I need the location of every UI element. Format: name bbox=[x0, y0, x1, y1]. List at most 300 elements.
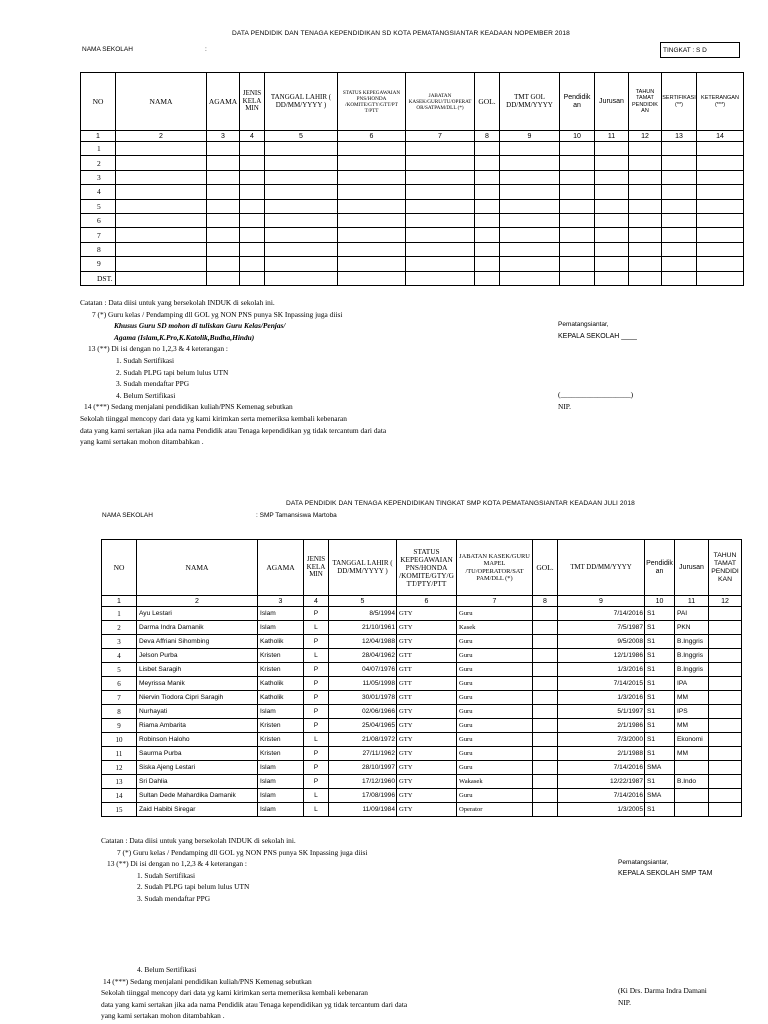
cell-jenis-kelamin: L bbox=[304, 789, 329, 803]
empty-cell bbox=[560, 271, 595, 285]
col-header-no: NO bbox=[102, 540, 137, 596]
empty-cell bbox=[338, 213, 406, 227]
cell-status: GTY bbox=[397, 775, 457, 789]
section2-sign-nip: NIP. bbox=[618, 998, 631, 1007]
note-line: Agama (Islam,K.Pro,K.Katolik,Budha,Hindu) bbox=[114, 332, 255, 342]
col-number: 5 bbox=[329, 596, 397, 607]
cell-gol bbox=[533, 705, 558, 719]
empty-cell bbox=[207, 242, 240, 256]
note-line: 1. Sudah Sertifikasi bbox=[116, 355, 175, 365]
cell-jabatan: Guru bbox=[457, 719, 533, 733]
col-header-nama: NAMA bbox=[137, 540, 258, 596]
cell-tanggal-lahir: 02/06/1966 bbox=[329, 705, 397, 719]
section2-column-number-row bbox=[102, 596, 742, 607]
row-number: 5 bbox=[102, 663, 137, 677]
empty-cell bbox=[560, 242, 595, 256]
empty-cell bbox=[697, 185, 744, 199]
cell-tanggal-lahir: 28/04/1962 bbox=[329, 649, 397, 663]
empty-cell bbox=[560, 213, 595, 227]
cell-agama: Katholik bbox=[258, 691, 304, 705]
row-number: 1 bbox=[81, 142, 116, 156]
cell-jenis-kelamin: P bbox=[304, 691, 329, 705]
empty-cell bbox=[595, 257, 629, 271]
cell-gol bbox=[533, 621, 558, 635]
cell-tmt: 5/1/1997 bbox=[558, 705, 645, 719]
empty-cell bbox=[207, 213, 240, 227]
cell-jenis-kelamin: P bbox=[304, 747, 329, 761]
empty-cell bbox=[629, 257, 662, 271]
col-number: 3 bbox=[258, 596, 304, 607]
cell-pendidikan: S1 bbox=[645, 747, 675, 761]
section1-grade-box: TINGKAT : S D bbox=[660, 42, 740, 58]
empty-cell bbox=[662, 142, 697, 156]
note-line: Catatan : Data diisi untuk yang bersekolah INDUK di sekolah ini. bbox=[101, 836, 296, 845]
section1-title: DATA PENDIDIK DAN TENAGA KEPENDIDIKAN SD KOTA PEMATANGSIANTAR KEADAAN NOPEMBER 2018 bbox=[232, 30, 570, 37]
cell-pendidikan: SMA bbox=[645, 761, 675, 775]
empty-cell bbox=[629, 271, 662, 285]
col-number: 11 bbox=[675, 596, 709, 607]
cell-agama: Islam bbox=[258, 761, 304, 775]
empty-cell bbox=[629, 199, 662, 213]
row-number: 7 bbox=[81, 228, 116, 242]
cell-jabatan: Guru bbox=[457, 607, 533, 621]
section2-school-label: NAMA SEKOLAH bbox=[102, 512, 153, 519]
cell-tanggal-lahir: 17/08/1996 bbox=[329, 789, 397, 803]
cell-jenis-kelamin: P bbox=[304, 635, 329, 649]
table-row bbox=[102, 761, 742, 775]
cell-nama: Sri Dahlia bbox=[137, 775, 258, 789]
row-number: 7 bbox=[102, 691, 137, 705]
empty-cell bbox=[406, 199, 475, 213]
col-number: 13 bbox=[662, 131, 697, 142]
cell-jenis-kelamin: L bbox=[304, 803, 329, 817]
table-row bbox=[102, 677, 742, 691]
col-number: 11 bbox=[595, 131, 629, 142]
cell-agama: Islam bbox=[258, 607, 304, 621]
empty-cell bbox=[629, 170, 662, 184]
table-row bbox=[102, 691, 742, 705]
col-header-tmt: TMT DD/MM/YYYY bbox=[558, 540, 645, 596]
section1-sign-place: Pematangsiantar, bbox=[558, 321, 609, 328]
cell-nama: Meyrissa Manik bbox=[137, 677, 258, 691]
table-row bbox=[81, 228, 744, 242]
empty-cell bbox=[116, 142, 207, 156]
table-row bbox=[81, 242, 744, 256]
empty-cell bbox=[116, 199, 207, 213]
col-header-jabatan: JABATAN KASEK/GURU MAPEL /TU/OPERATOR/SAT PAM/DLL (*) bbox=[457, 540, 533, 596]
empty-cell bbox=[500, 213, 560, 227]
cell-jenis-kelamin: P bbox=[304, 705, 329, 719]
empty-cell bbox=[595, 170, 629, 184]
empty-cell bbox=[475, 242, 500, 256]
row-number: 13 bbox=[102, 775, 137, 789]
col-header-nama: NAMA bbox=[116, 73, 207, 131]
table-row bbox=[81, 170, 744, 184]
cell-jenis-kelamin: P bbox=[304, 761, 329, 775]
cell-gol bbox=[533, 775, 558, 789]
cell-tanggal-lahir: 11/09/1984 bbox=[329, 803, 397, 817]
cell-status: GTY bbox=[397, 635, 457, 649]
row-number: 5 bbox=[81, 199, 116, 213]
cell-jurusan: IPS bbox=[675, 705, 709, 719]
empty-cell bbox=[662, 228, 697, 242]
cell-jabatan: Guru bbox=[457, 761, 533, 775]
cell-tanggal-lahir: 04/07/1976 bbox=[329, 663, 397, 677]
empty-cell bbox=[595, 228, 629, 242]
row-number: 15 bbox=[102, 803, 137, 817]
cell-tahun-tamat bbox=[709, 607, 742, 621]
note-line: 1. Sudah Sertifikasi bbox=[137, 870, 196, 880]
section2-table bbox=[101, 539, 742, 817]
table-row bbox=[102, 621, 742, 635]
empty-cell bbox=[338, 170, 406, 184]
cell-tmt: 9/5/2008 bbox=[558, 635, 645, 649]
col-header-tmt-gol: TMT GOL DD/MM/YYYY bbox=[500, 73, 560, 131]
col-header-status: STATUS KEPEGAWAIAN PNS/HONDA /KOMITE/GTY/GTT/PT T/PTT bbox=[338, 73, 406, 131]
note-line: 14 (***) Sedang menjalani pendidikan kuliah/PNS Kemenag sebutkan bbox=[103, 976, 312, 986]
col-number: 9 bbox=[500, 131, 560, 142]
cell-jurusan: PKN bbox=[675, 621, 709, 635]
cell-tahun-tamat bbox=[709, 775, 742, 789]
cell-status: GTT bbox=[397, 677, 457, 691]
empty-cell bbox=[500, 142, 560, 156]
empty-cell bbox=[662, 242, 697, 256]
empty-cell bbox=[500, 156, 560, 170]
empty-cell bbox=[560, 185, 595, 199]
cell-gol bbox=[533, 747, 558, 761]
empty-cell bbox=[662, 213, 697, 227]
note-line: yang kami sertakan mohon ditambahkan . bbox=[101, 1011, 225, 1021]
cell-agama: Katholik bbox=[258, 677, 304, 691]
cell-pendidikan: S1 bbox=[645, 775, 675, 789]
note-line: 7 (*) Guru kelas / Pendamping dll GOL yg NON PNS punya SK Inpassing juga diisi bbox=[117, 847, 368, 857]
cell-pendidikan: S1 bbox=[645, 705, 675, 719]
row-number: 2 bbox=[102, 621, 137, 635]
cell-tmt: 7/14/2015 bbox=[558, 677, 645, 691]
note-line: 13 (**) Di isi dengan no 1,2,3 & 4 keterangan : bbox=[107, 859, 247, 869]
empty-cell bbox=[595, 242, 629, 256]
cell-status: GTT bbox=[397, 663, 457, 677]
cell-agama: Kristen bbox=[258, 649, 304, 663]
col-number: 6 bbox=[397, 596, 457, 607]
cell-agama: Kristen bbox=[258, 663, 304, 677]
cell-jenis-kelamin: P bbox=[304, 607, 329, 621]
empty-cell bbox=[560, 142, 595, 156]
cell-pendidikan: S1 bbox=[645, 803, 675, 817]
table-row bbox=[102, 789, 742, 803]
empty-cell bbox=[265, 271, 338, 285]
note-line: data yang kami sertakan jika ada nama Pendidik atau Tenaga kependidikan yg tidak tercantum dari data bbox=[101, 999, 408, 1009]
table-row bbox=[102, 649, 742, 663]
note-line: Catatan : Data diisi untuk yang bersekolah INDUK di sekolah ini. bbox=[80, 298, 275, 307]
col-header-jabatan: JABATAN KASEK/GURU/TU/OPERAT OR/SATPAM/DLL (*) bbox=[406, 73, 475, 131]
cell-jenis-kelamin: L bbox=[304, 733, 329, 747]
row-number: DST. bbox=[81, 271, 116, 285]
col-number: 10 bbox=[560, 131, 595, 142]
cell-agama: Kristen bbox=[258, 747, 304, 761]
empty-cell bbox=[406, 142, 475, 156]
cell-tmt: 7/14/2016 bbox=[558, 761, 645, 775]
empty-cell bbox=[207, 199, 240, 213]
empty-cell bbox=[265, 156, 338, 170]
cell-tmt: 12/22/1987 bbox=[558, 775, 645, 789]
cell-jabatan: Operator bbox=[457, 803, 533, 817]
section1-school-colon: : bbox=[205, 46, 207, 53]
col-header-jenis-kelamin: JENIS KELA MIN bbox=[240, 73, 265, 131]
empty-cell bbox=[406, 170, 475, 184]
empty-cell bbox=[406, 185, 475, 199]
col-number: 2 bbox=[137, 596, 258, 607]
cell-pendidikan: S1 bbox=[645, 663, 675, 677]
note-line: data yang kami sertakan jika ada nama Pendidik atau Tenaga kependidikan yg tidak tercantum dari data bbox=[80, 425, 387, 435]
empty-cell bbox=[240, 185, 265, 199]
row-number: 14 bbox=[102, 789, 137, 803]
empty-cell bbox=[697, 156, 744, 170]
cell-tahun-tamat bbox=[709, 705, 742, 719]
cell-jurusan: IPA bbox=[675, 677, 709, 691]
empty-cell bbox=[207, 271, 240, 285]
empty-cell bbox=[207, 257, 240, 271]
empty-cell bbox=[338, 199, 406, 213]
cell-tahun-tamat bbox=[709, 761, 742, 775]
empty-cell bbox=[240, 257, 265, 271]
empty-cell bbox=[240, 213, 265, 227]
empty-cell bbox=[116, 228, 207, 242]
table-row bbox=[81, 199, 744, 213]
cell-tanggal-lahir: 28/10/1997 bbox=[329, 761, 397, 775]
cell-nama: Lisbet Saragih bbox=[137, 663, 258, 677]
empty-cell bbox=[240, 199, 265, 213]
cell-jurusan: B.Inggris bbox=[675, 663, 709, 677]
empty-cell bbox=[265, 142, 338, 156]
row-number: 4 bbox=[81, 185, 116, 199]
empty-cell bbox=[560, 156, 595, 170]
cell-jabatan: Kasek bbox=[457, 621, 533, 635]
section2-school-value: : SMP Tamansiswa Martoba bbox=[256, 512, 337, 519]
empty-cell bbox=[629, 242, 662, 256]
section2-title: DATA PENDIDIK DAN TENAGA KEPENDIDIKAN TINGKAT SMP KOTA PEMATANGSIANTAR KEADAAN JULI 2018 bbox=[286, 500, 635, 507]
table-row bbox=[81, 257, 744, 271]
cell-jenis-kelamin: L bbox=[304, 621, 329, 635]
empty-cell bbox=[116, 185, 207, 199]
empty-cell bbox=[207, 228, 240, 242]
note-line: 3. Sudah mendaftar PPG bbox=[137, 893, 211, 903]
cell-tahun-tamat bbox=[709, 691, 742, 705]
empty-cell bbox=[406, 213, 475, 227]
cell-gol bbox=[533, 635, 558, 649]
cell-tmt: 2/1/1988 bbox=[558, 747, 645, 761]
cell-gol bbox=[533, 663, 558, 677]
cell-jurusan: Ekonomi bbox=[675, 733, 709, 747]
empty-cell bbox=[406, 156, 475, 170]
cell-tmt: 2/1/1986 bbox=[558, 719, 645, 733]
col-number: 7 bbox=[406, 131, 475, 142]
empty-cell bbox=[629, 228, 662, 242]
empty-cell bbox=[475, 170, 500, 184]
cell-pendidikan: S1 bbox=[645, 691, 675, 705]
empty-cell bbox=[629, 213, 662, 227]
table-row bbox=[81, 213, 744, 227]
cell-status: GTY bbox=[397, 719, 457, 733]
empty-cell bbox=[240, 170, 265, 184]
cell-gol bbox=[533, 789, 558, 803]
empty-cell bbox=[240, 228, 265, 242]
cell-jurusan bbox=[675, 803, 709, 817]
empty-cell bbox=[500, 185, 560, 199]
section1-notes bbox=[80, 297, 386, 448]
cell-nama: Sultan Dede Mahardika Damanik bbox=[137, 789, 258, 803]
cell-agama: Kristen bbox=[258, 719, 304, 733]
empty-cell bbox=[697, 142, 744, 156]
cell-pendidikan: S1 bbox=[645, 621, 675, 635]
cell-status: GTY bbox=[397, 747, 457, 761]
cell-agama: Islam bbox=[258, 775, 304, 789]
cell-status: GTY bbox=[397, 789, 457, 803]
cell-tahun-tamat bbox=[709, 803, 742, 817]
cell-gol bbox=[533, 803, 558, 817]
cell-status: GTT bbox=[397, 691, 457, 705]
section2-notes-bottom bbox=[101, 964, 407, 1022]
cell-pendidikan: S1 bbox=[645, 607, 675, 621]
col-number: 14 bbox=[697, 131, 744, 142]
section1-table bbox=[80, 72, 744, 286]
cell-jabatan: Guru bbox=[457, 705, 533, 719]
col-number: 9 bbox=[558, 596, 645, 607]
col-header-sertifikasi: SERTIFIKASI (**) bbox=[662, 73, 697, 131]
empty-cell bbox=[240, 242, 265, 256]
table-row bbox=[102, 607, 742, 621]
empty-cell bbox=[662, 170, 697, 184]
cell-tmt: 7/14/2016 bbox=[558, 607, 645, 621]
empty-cell bbox=[116, 271, 207, 285]
empty-cell bbox=[500, 271, 560, 285]
cell-agama: Islam bbox=[258, 789, 304, 803]
cell-jabatan: Guru bbox=[457, 635, 533, 649]
cell-tahun-tamat bbox=[709, 663, 742, 677]
section1-sign-nip: NIP. bbox=[558, 402, 571, 411]
note-line: 7 (*) Guru kelas / Pendamping dll GOL yg NON PNS punya SK Inpassing juga diisi bbox=[92, 309, 343, 319]
section2-sign-name: (Ki Drs. Darma Indra Damani bbox=[618, 986, 707, 995]
cell-jurusan: MM bbox=[675, 691, 709, 705]
empty-cell bbox=[697, 213, 744, 227]
col-number: 5 bbox=[265, 131, 338, 142]
cell-tahun-tamat bbox=[709, 747, 742, 761]
cell-tmt: 1/3/2005 bbox=[558, 803, 645, 817]
empty-cell bbox=[265, 185, 338, 199]
row-number: 3 bbox=[102, 635, 137, 649]
cell-agama: Islam bbox=[258, 803, 304, 817]
empty-cell bbox=[662, 156, 697, 170]
note-line: 4. Belum Sertifikasi bbox=[137, 965, 197, 974]
cell-nama: Saurma Purba bbox=[137, 747, 258, 761]
col-header-pendidikan: Pendidik an bbox=[560, 73, 595, 131]
row-number: 8 bbox=[81, 242, 116, 256]
cell-agama: Katholik bbox=[258, 635, 304, 649]
col-header-agama: AGAMA bbox=[207, 73, 240, 131]
row-number: 9 bbox=[81, 257, 116, 271]
cell-nama: Ayu Lestari bbox=[137, 607, 258, 621]
empty-cell bbox=[697, 271, 744, 285]
empty-cell bbox=[265, 228, 338, 242]
cell-tanggal-lahir: 27/11/1962 bbox=[329, 747, 397, 761]
col-number: 8 bbox=[475, 131, 500, 142]
empty-cell bbox=[116, 170, 207, 184]
empty-cell bbox=[560, 228, 595, 242]
section1-column-number-row bbox=[81, 131, 744, 142]
cell-jurusan: B.Inggris bbox=[675, 635, 709, 649]
col-number: 8 bbox=[533, 596, 558, 607]
empty-cell bbox=[697, 170, 744, 184]
cell-status: GTY bbox=[397, 733, 457, 747]
cell-gol bbox=[533, 677, 558, 691]
cell-nama: Zaid Habibi Siregar bbox=[137, 803, 258, 817]
cell-jurusan bbox=[675, 761, 709, 775]
empty-cell bbox=[475, 142, 500, 156]
empty-cell bbox=[338, 228, 406, 242]
col-number: 3 bbox=[207, 131, 240, 142]
cell-jenis-kelamin: P bbox=[304, 663, 329, 677]
col-header-agama: AGAMA bbox=[258, 540, 304, 596]
empty-cell bbox=[116, 156, 207, 170]
cell-jurusan: B.Inggris bbox=[675, 649, 709, 663]
note-line: 14 (***) Sedang menjalani pendidikan kuliah/PNS Kemenag sebutkan bbox=[84, 402, 293, 412]
col-number: 2 bbox=[116, 131, 207, 142]
empty-cell bbox=[406, 228, 475, 242]
note-line: Sekolah tiinggal mencopy dari data yg kami kirimkan serta memeriksa kembali kebenaran bbox=[101, 988, 369, 998]
cell-jabatan: Guru bbox=[457, 733, 533, 747]
empty-cell bbox=[560, 170, 595, 184]
cell-status: GTT bbox=[397, 649, 457, 663]
row-number: 9 bbox=[102, 719, 137, 733]
empty-cell bbox=[500, 257, 560, 271]
row-number: 8 bbox=[102, 705, 137, 719]
col-header-jurusan: Jurusan bbox=[595, 73, 629, 131]
row-number: 2 bbox=[81, 156, 116, 170]
cell-pendidikan: S1 bbox=[645, 649, 675, 663]
empty-cell bbox=[475, 228, 500, 242]
col-header-jurusan: Jurusan bbox=[675, 540, 709, 596]
empty-cell bbox=[406, 271, 475, 285]
section1-sign-role: KEPALA SEKOLAH ____ bbox=[558, 333, 637, 340]
col-header-tahun-tamat: TAHUN TAMAT PENDIDIK AN bbox=[629, 73, 662, 131]
empty-cell bbox=[595, 156, 629, 170]
empty-cell bbox=[265, 213, 338, 227]
empty-cell bbox=[697, 228, 744, 242]
empty-cell bbox=[265, 257, 338, 271]
col-header-no: NO bbox=[81, 73, 116, 131]
cell-tahun-tamat bbox=[709, 621, 742, 635]
cell-gol bbox=[533, 691, 558, 705]
section1-school-label: NAMA SEKOLAH bbox=[82, 46, 133, 53]
cell-tmt: 1/3/2016 bbox=[558, 691, 645, 705]
cell-nama: Siska Ajeng Lestari bbox=[137, 761, 258, 775]
note-line: 13 (**) Di isi dengan no 1,2,3 & 4 keterangan : bbox=[88, 344, 228, 354]
table-row bbox=[102, 719, 742, 733]
cell-agama: Kristen bbox=[258, 733, 304, 747]
cell-tanggal-lahir: 8/5/1994 bbox=[329, 607, 397, 621]
cell-jabatan: Guru bbox=[457, 649, 533, 663]
empty-cell bbox=[406, 257, 475, 271]
section1-header-row bbox=[81, 73, 744, 131]
empty-cell bbox=[265, 170, 338, 184]
cell-pendidikan: S1 bbox=[645, 733, 675, 747]
col-header-tanggal-lahir: TANGGAL LAHIR ( DD/MM/YYYY ) bbox=[329, 540, 397, 596]
cell-tanggal-lahir: 30/01/1978 bbox=[329, 691, 397, 705]
empty-cell bbox=[500, 199, 560, 213]
row-number: 6 bbox=[102, 677, 137, 691]
cell-pendidikan: S1 bbox=[645, 635, 675, 649]
cell-nama: Darma Indra Damanik bbox=[137, 621, 258, 635]
